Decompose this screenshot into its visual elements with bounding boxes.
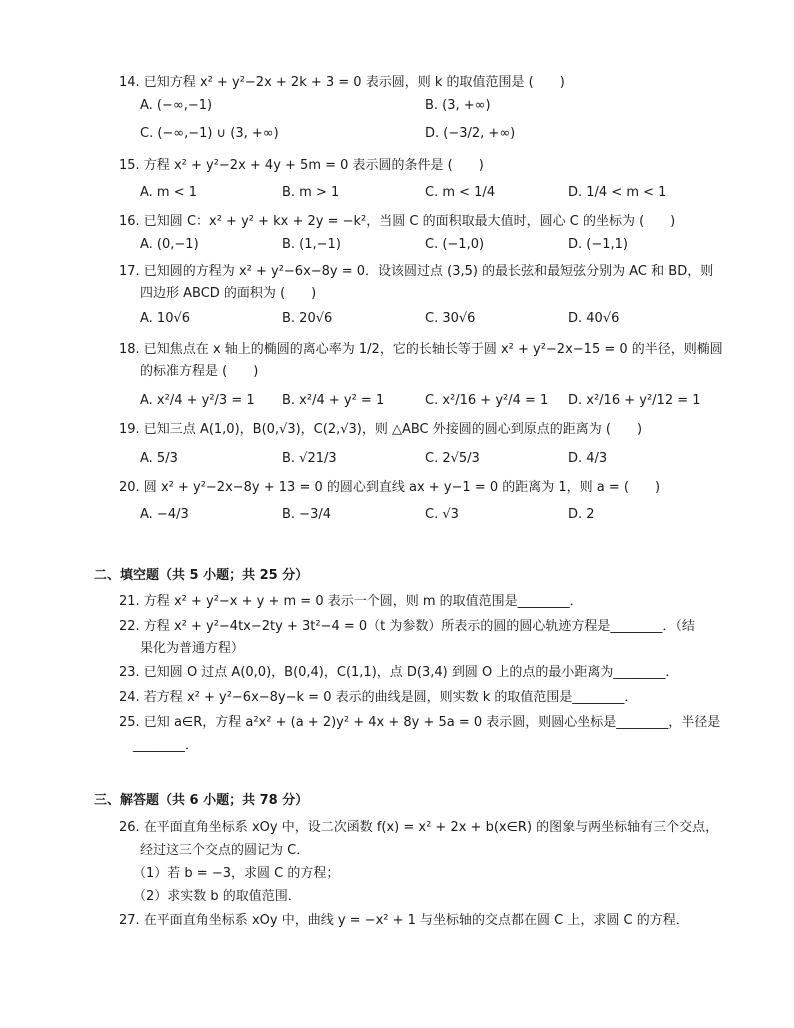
q15-option-d: D. 1/4 < m < 1 bbox=[568, 185, 667, 200]
q15-option-b: B. m > 1 bbox=[282, 185, 340, 200]
q22-text-line2: 果化为普通方程） bbox=[140, 641, 245, 656]
q16-option-d: D. (−1,1) bbox=[568, 237, 628, 252]
q19-option-b: B. √21/3 bbox=[282, 451, 337, 466]
q26-part1: （1）若 b = −3，求圆 C 的方程； bbox=[133, 866, 340, 881]
q15-stem: 15. 方程 x² + y²−2x + 4y + 5m = 0 表示圆的条件是 ( ) bbox=[119, 158, 484, 173]
q16-stem: 16. 已知圆 C：x² + y² + kx + 2y = −k²，当圆 C 的面积取最大值时，圆心 C 的坐标为 ( ) bbox=[119, 214, 676, 229]
q19-option-a: A. 5/3 bbox=[140, 451, 178, 466]
q17-option-a: A. 10√6 bbox=[140, 311, 191, 326]
q14-option-a: A. (−∞,−1) bbox=[140, 98, 213, 113]
q26-text-line2: 经过这三个交点的圆记为 C． bbox=[140, 843, 310, 858]
q19-stem: 19. 已知三点 A(1,0)，B(0,√3)，C(2,√3)，则 △ABC 外接圆的圆心到原点的距离为 ( ) bbox=[119, 422, 643, 437]
q26-part2: （2）求实数 b 的取值范围． bbox=[133, 889, 301, 904]
q18-option-c: C. x²/16 + y²/4 = 1 bbox=[425, 393, 549, 408]
q24-text: 24. 若方程 x² + y²−6x−8y−k = 0 表示的曲线是圆，则实数 k 的取值范围是________． bbox=[119, 690, 638, 705]
q25-text-line1: 25. 已知 a∈R，方程 a²x² + (a + 2)y² + 4x + 8y + 5a = 0 表示圆，则圆心坐标是________，半径是 bbox=[119, 715, 721, 730]
q22-text-line1: 22. 方程 x² + y²−4tx−2ty + 3t²−4 = 0（t 为参数）所表示的圆的圆心轨迹方程是________．（结 bbox=[119, 619, 695, 634]
q16-option-c: C. (−1,0) bbox=[425, 237, 485, 252]
q17-stem-line1: 17. 已知圆的方程为 x² + y²−6x−8y = 0．设该圆过点 (3,5) 的最长弦和最短弦分别为 AC 和 BD，则 bbox=[119, 264, 714, 279]
q17-stem-line2: 四边形 ABCD 的面积为 ( ) bbox=[140, 286, 317, 301]
q19-option-c: C. 2√5/3 bbox=[425, 451, 480, 466]
q16-option-b: B. (1,−1) bbox=[282, 237, 341, 252]
q21-text: 21. 方程 x² + y²−x + y + m = 0 表示一个圆，则 m 的取值范围是________． bbox=[119, 594, 583, 609]
q14-stem: 14. 已知方程 x² + y²−2x + 2k + 3 = 0 表示圆，则 k 的取值范围是 ( ) bbox=[119, 75, 565, 90]
q14-option-d: D. (−3/2, +∞) bbox=[425, 126, 516, 141]
q17-option-c: C. 30√6 bbox=[425, 311, 476, 326]
q20-stem: 20. 圆 x² + y²−2x−8y + 13 = 0 的圆心到直线 ax + y−1 = 0 的距离为 1，则 a = ( ) bbox=[119, 480, 661, 495]
q26-text-line1: 26. 在平面直角坐标系 xOy 中，设二次函数 f(x) = x² + 2x + b(x∈R) 的图象与两坐标轴有三个交点， bbox=[119, 820, 719, 835]
q17-option-b: B. 20√6 bbox=[282, 311, 333, 326]
q18-option-d: D. x²/16 + y²/12 = 1 bbox=[568, 393, 701, 408]
q18-option-a: A. x²/4 + y²/3 = 1 bbox=[140, 393, 255, 408]
section-fill-in-title: 二、填空题（共 5 小题；共 25 分） bbox=[94, 568, 309, 583]
q17-option-d: D. 40√6 bbox=[568, 311, 620, 326]
q27-text: 27. 在平面直角坐标系 xOy 中，曲线 y = −x² + 1 与坐标轴的交点都在圆 C 上，求圆 C 的方程． bbox=[119, 913, 689, 928]
q25-text-line2: ________． bbox=[133, 738, 199, 753]
q18-stem-line1: 18. 已知焦点在 x 轴上的椭圆的离心率为 1/2，它的长轴长等于圆 x² + y²−2x−15 = 0 的半径，则椭圆 bbox=[119, 342, 723, 357]
q19-option-d: D. 4/3 bbox=[568, 451, 608, 466]
q20-option-c: C. √3 bbox=[425, 507, 459, 522]
q20-option-d: D. 2 bbox=[568, 507, 595, 522]
q15-option-c: C. m < 1/4 bbox=[425, 185, 496, 200]
q14-option-b: B. (3, +∞) bbox=[425, 98, 491, 113]
q14-option-c: C. (−∞,−1) ∪ (3, +∞) bbox=[140, 126, 279, 141]
q15-option-a: A. m < 1 bbox=[140, 185, 198, 200]
q23-text: 23. 已知圆 O 过点 A(0,0)，B(0,4)，C(1,1)，点 D(3,4) 到圆 O 上的点的最小距离为________． bbox=[119, 665, 679, 680]
q18-stem-line2: 的标准方程是 ( ) bbox=[140, 364, 259, 379]
q16-option-a: A. (0,−1) bbox=[140, 237, 199, 252]
q18-option-b: B. x²/4 + y² = 1 bbox=[282, 393, 385, 408]
section-solve-title: 三、解答题（共 6 小题；共 78 分） bbox=[94, 793, 309, 808]
q20-option-b: B. −3/4 bbox=[282, 507, 331, 522]
q20-option-a: A. −4/3 bbox=[140, 507, 189, 522]
